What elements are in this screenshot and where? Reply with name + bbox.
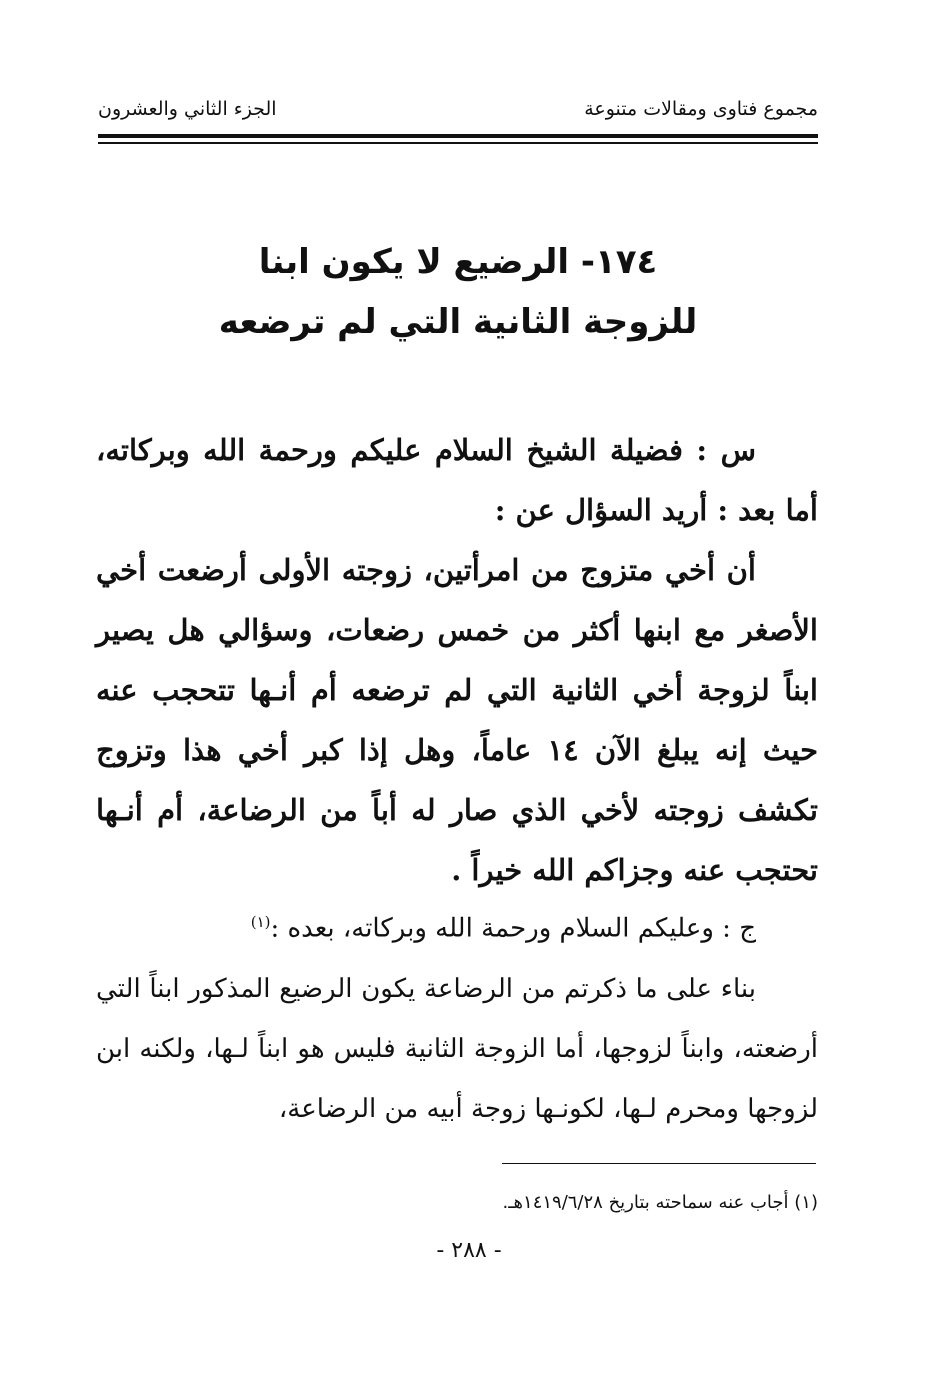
- page-number: - ٢٨٨ -: [436, 1238, 502, 1263]
- title-line-1: ١٧٤- الرضيع لا يكون ابنا: [258, 242, 658, 282]
- header-rule-thin: [98, 142, 818, 144]
- answer-section: [96, 892, 818, 1139]
- header-rule-thick: [98, 134, 818, 138]
- footnote-separator: [502, 1163, 816, 1164]
- volume-label: الجزء الثاني والعشرون: [98, 98, 277, 120]
- answer-paragraph-1: بناء على ما ذكرتم من الرضاعة يكون الرضيع المذكور ابناً التي أرضعته، وابناً لزوجها، أما الزوجة الثانية فليس هو ابناً لـها، ولكنه ابن لزوجها ومحرم لـها، لكونـها زوجة أبيه من الرضاعة،: [96, 973, 818, 1124]
- running-header: [98, 92, 818, 126]
- footnote: (١) أجاب عنه سماحته بتاريخ ١٤١٩/٦/٢٨هـ.: [502, 1192, 818, 1213]
- question-paragraph-2: أن أخي متزوج من امرأتين، زوجته الأولى أرضعت أخي الأصغر مع ابنها أكثر من خمس رضعات، وسؤالي هل يصير ابناً لزوجة أخي الثانية التي لم ترضعه أم أنـها تتحجب عنه حيث إنه يبلغ الآن ١٤ عاماً، وهل إذا كبر أخي هذا وتزوج تكشف زوجته لأخي الذي صار له أباً من الرضاعة، أم أنـها تحتجب عنه وجزاكم الله خيراً .: [96, 553, 818, 887]
- answer-intro-text: ج : وعليكم السلام ورحمة الله وبركاته، بعده :: [270, 913, 756, 944]
- question-section: [96, 420, 818, 900]
- book-title: مجموع فتاوى ومقالات متنوعة: [584, 98, 818, 120]
- answer-intro: [96, 892, 818, 959]
- footnote-marker: (١): [250, 913, 271, 931]
- title-line-2: للزوجة الثانية التي لم ترضعه: [218, 302, 698, 342]
- question-paragraph-1: س : فضيلة الشيخ السلام عليكم ورحمة الله وبركاته، أما بعد : أريد السؤال عن :: [96, 433, 818, 527]
- fatwa-title: [98, 232, 818, 352]
